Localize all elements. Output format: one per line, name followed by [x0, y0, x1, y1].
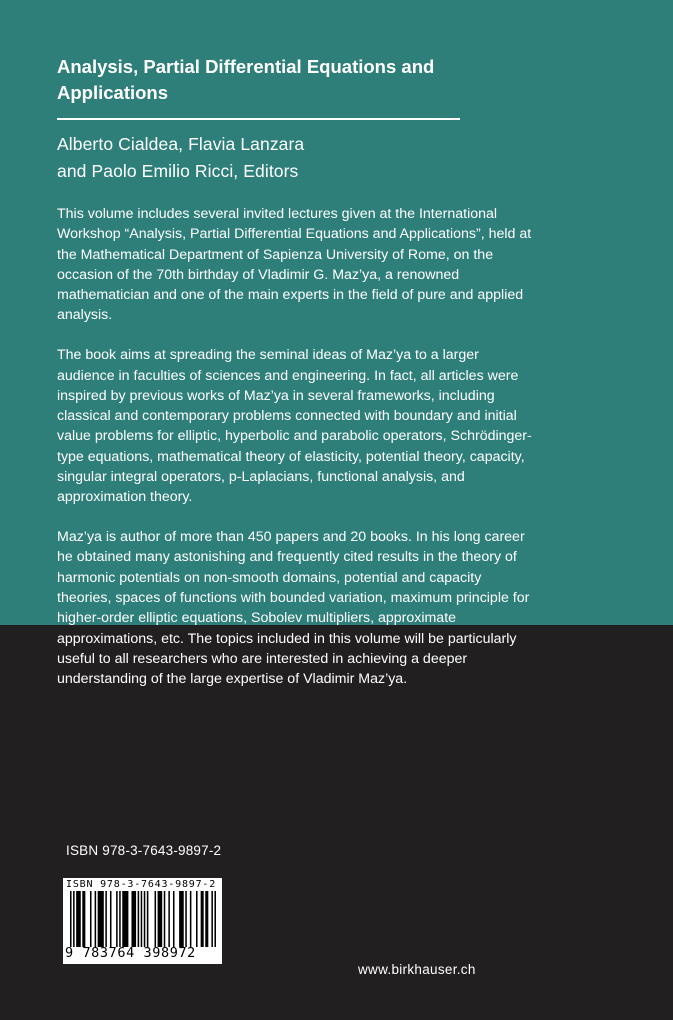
book-title: Analysis, Partial Differential Equations and Applications [57, 56, 435, 103]
barcode-bar [158, 891, 163, 947]
barcode-bar [76, 891, 81, 947]
barcode-bar [185, 891, 187, 947]
editors-block [57, 131, 477, 185]
barcode-bar [95, 891, 97, 947]
barcode-bar [122, 891, 128, 947]
barcode-bar [155, 891, 157, 947]
barcode-bar [205, 891, 208, 947]
barcode-bar [201, 891, 204, 947]
barcode-isbn-label: ISBN 978-3-7643-9897-2 [66, 879, 217, 890]
barcode-bar [138, 891, 140, 947]
barcode-bar [144, 891, 146, 947]
barcode-bar [70, 891, 72, 947]
publisher-website: www.birkhauser.ch [358, 962, 476, 977]
barcode-bar [173, 891, 175, 947]
barcode-bars [70, 891, 216, 947]
barcode-bar [73, 891, 75, 947]
blurb-paragraph-1: This volume includes several invited lectures given at the International Workshop “Analysis, Partial Differential Equations and Applications”, held at the Mathematical Department of Sapienza University of Rome, on the occasion of the 70th birthday of Vladimir G. Maz’ya, a renowned mathematician and one of the main experts in the field of pure and applied analysis. [57, 206, 532, 324]
barcode-bar [116, 891, 118, 947]
barcode-bar [90, 891, 92, 947]
barcode-bar [141, 891, 143, 947]
barcode-bar [179, 891, 184, 947]
barcode-bar [110, 891, 112, 947]
blurb [57, 204, 537, 709]
barcode-bar [82, 891, 85, 947]
barcode-bar [131, 891, 136, 947]
barcode-bar [105, 891, 107, 947]
barcode-bar [211, 891, 213, 947]
isbn-barcode [63, 878, 222, 964]
barcode-bar [147, 891, 149, 947]
barcode-bar [98, 891, 104, 947]
title-divider [57, 118, 460, 120]
barcode-bar [168, 891, 170, 947]
blurb-paragraph-3: Maz’ya is author of more than 450 papers and 20 books. In his long career he obtained many astonishing and frequently cited results in the theory of harmonic potentials on non-smooth domains, potential and capacity theories, spaces of functions with bounded variation, maximum principle for higher-order elliptic equations, Sobolev multipliers, approximate approximations, etc. The topics included in this volume will be particularly useful to all researchers who are interested in achieving a deeper understanding of the large expertise of Vladimir Maz’ya. [57, 529, 530, 688]
barcode-bar [214, 891, 216, 947]
editors-line-2: and Paolo Emilio Ricci, Editors [57, 161, 299, 181]
barcode-bar [119, 891, 121, 947]
blurb-paragraph-2: The book aims at spreading the seminal ideas of Maz’ya to a larger audience in faculties of sciences and engineering. In fact, all articles were inspired by previous works of Maz’ya in several frameworks, including classical and contemporary problems connected with boundary and initial value problems for elliptic, hyperbolic and parabolic operators, Schrödinger-type equations, mathematical theory of elasticity, potential theory, capacity, singular integral operators, p-Laplacians, functional analysis, and approximation theory. [57, 347, 532, 506]
barcode-bar [190, 891, 192, 947]
isbn-label: ISBN 978-3-7643-9897-2 [66, 843, 222, 858]
barcode-bar [196, 891, 198, 947]
editors-line-1: Alberto Cialdea, Flavia Lanzara [57, 134, 305, 154]
barcode-bar [164, 891, 166, 947]
barcode-digits: 9 783764 398972 [65, 945, 196, 961]
